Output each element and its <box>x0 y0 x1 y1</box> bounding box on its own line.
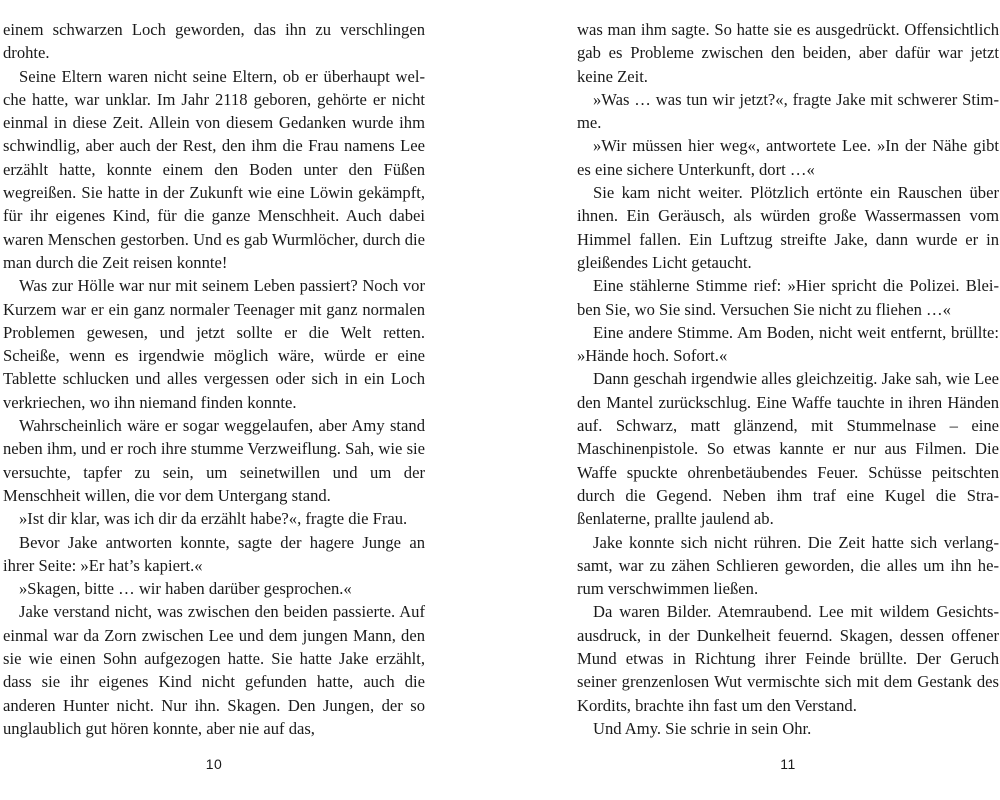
paragraph: Eine andere Stimme. Am Boden, nicht weit entfernt, brüllte: »Hände hoch. Sofort.« <box>577 322 999 366</box>
paragraph: was man ihm sagte. So hatte sie es ausgedrückt. Offensichtlich gab es Probleme zwischen den beiden, aber dafür war jetzt keine Zeit. <box>577 20 999 86</box>
paragraph: Da waren Bilder. Atemraubend. Lee mit wildem Gesichtsausdruck, in der Dunkelheit feuernd. Skagen, dessen offener Mund etwas in Richtung ihrer Feinde brüllte. Der Geruch seiner grenzenlosen Wut vermischte sich mit dem Gestank des Kordits, brachte ihn fast um den Verstand. <box>577 602 999 715</box>
page-number: 11 <box>780 756 796 772</box>
paragraph: Jake verstand nicht, was zwischen den beiden passierte. Auf einmal war da Zorn zwischen Lee und dem jungen Mann, den sie wie einen Sohn aufgezogen hatte. Sie hatte Jake erzählt, dass sie ihr eigenes Kind nicht gefunden hatte, auch die anderen Hunter nicht. Nur ihn. Skagen. Den Jungen, der so unglaublich gut hören konnte, aber nie auf das, <box>3 602 425 738</box>
paragraph: »Wir müssen hier weg«, antwortete Lee. »In der Nähe gibt es eine sichere Unterkunft, dort …« <box>577 136 999 179</box>
paragraph: Seine Eltern waren nicht seine Eltern, ob er überhaupt welche hatte, war unklar. Im Jahr 2118 geboren, gehörte er nicht einmal in diese Zeit. Allein von diesem Gedanken wurde ihm schwindlig, aber auch der Rest, den ihm die Frau namens Lee erzählt hatte, konnte einem den Boden unter den Füßen wegreißen. Sie hatte in der Zukunft wie eine Löwin gekämpft, für ihr eigenes Kind, für die ganze Menschheit. Auch dabei waren Menschen gestorben. Und es gab Wurmlöcher, durch die man durch die Zeit reisen konnte! <box>3 66 425 272</box>
paragraph: »Ist dir klar, was ich dir da erzählt habe?«, fragte die Frau. <box>19 509 408 529</box>
right-page <box>577 0 999 800</box>
paragraph: Bevor Jake antworten konnte, sagte der hagere Junge an ihrer Seite: »Er hat’s kapiert.« <box>3 532 425 575</box>
paragraph: »Skagen, bitte … wir haben darüber gesprochen.« <box>19 579 352 599</box>
paragraph: Und Amy. Sie schrie in sein Ohr. <box>593 718 812 738</box>
paragraph: Eine stählerne Stimme rief: »Hier spricht die Polizei. Bleiben Sie, wo Sie sind. Versuchen Sie nicht zu fliehen …« <box>577 276 999 319</box>
paragraph: Sie kam nicht weiter. Plötzlich ertönte ein Rauschen über ihnen. Ein Geräusch, als würden große Wassermassen vom Himmel fallen. Ein Luftzug streifte Jake, dann wurde er in gleißendes Licht getaucht. <box>577 183 999 272</box>
page-number: 10 <box>205 756 223 772</box>
left-page <box>3 0 425 800</box>
paragraph: Was zur Hölle war nur mit seinem Leben passiert? Noch vor Kurzem war er ein ganz normaler Teenager mit ganz normalen Problemen gewesen, und jetzt sollte er die Welt retten. Scheiße, wenn es irgendwie möglich wäre, würde er eine Tablette schlucken und alles vergessen oder sich in ein Loch verkriechen, wo ihn niemand finden konnte. <box>3 276 425 412</box>
paragraph: Dann geschah irgendwie alles gleichzeitig. Jake sah, wie Lee den Mantel zurückschlug. Eine Waffe tauchte in ihren Händen auf. Schwarz, matt glänzend, mit Stummelnase – eine Maschinenpistole. So etwas kannte er nur aus Filmen. Die Waffe spuckte ohrenbetäubendes Feuer. Schüsse peitschten durch die Gegend. Neben ihm traf eine Kugel die Straßenlaterne, prallte jaulend ab. <box>577 369 999 529</box>
right-page-text <box>577 18 999 740</box>
paragraph: Wahrscheinlich wäre er sogar weggelaufen, aber Amy stand neben ihm, und er roch ihre stumme Verzweiflung. Sah, wie sie versuchte, tapfer zu sein, um seinetwillen und um der Menschheit willen, die vor dem Untergang stand. <box>3 416 425 505</box>
paragraph: einem schwarzen Loch geworden, das ihn zu verschlingen drohte. <box>3 20 425 63</box>
paragraph: Jake konnte sich nicht rühren. Die Zeit hatte sich verlangsamt, war zu zähen Schlieren geworden, die alles um ihn herum verschwimmen ließen. <box>577 532 999 599</box>
left-page-text <box>3 18 425 740</box>
paragraph: »Was … was tun wir jetzt?«, fragte Jake mit schwerer Stimme. <box>577 89 999 133</box>
